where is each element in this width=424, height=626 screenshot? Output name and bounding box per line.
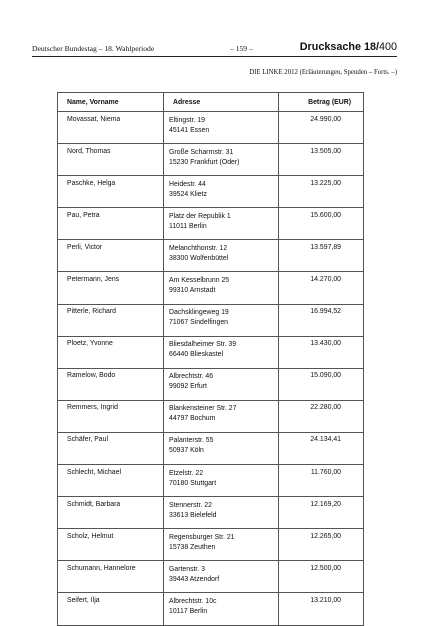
address-city: 39443 Atzendorf — [169, 575, 220, 583]
donation-amount: 15.090,00 — [279, 368, 364, 400]
donor-name: Schmidt, Barbara — [58, 497, 164, 529]
donor-name: Pitterle, Richard — [58, 304, 164, 336]
donation-amount: 13.225,00 — [279, 176, 364, 208]
donation-amount: 15.600,00 — [279, 208, 364, 240]
donation-amount: 13.597,89 — [279, 240, 364, 272]
document-label: Drucksache 18/ — [299, 41, 379, 53]
table-row — [58, 561, 364, 593]
address-city: 71067 Sindelfingen — [169, 319, 229, 327]
donor-address — [164, 593, 279, 625]
table-row — [58, 144, 364, 176]
donor-address — [164, 240, 279, 272]
address-street: Stennerstr. 22 — [169, 501, 212, 509]
address-street: Gartenstr. 3 — [169, 565, 206, 573]
donor-address — [164, 561, 279, 593]
donation-amount: 13.210,00 — [279, 593, 364, 625]
donor-address — [164, 272, 279, 304]
donor-name: Schumann, Hannelore — [58, 561, 164, 593]
table-row — [58, 272, 364, 304]
donor-address — [164, 304, 279, 336]
address-city: 10117 Berlin — [169, 607, 208, 615]
donor-name: Scholz, Helmut — [58, 529, 164, 561]
address-street: Eltingstr. 19 — [169, 116, 206, 124]
donor-address — [164, 432, 279, 464]
donor-address — [164, 176, 279, 208]
donor-address — [164, 465, 279, 497]
address-city: 99310 Arnstadt — [169, 286, 216, 294]
donor-name: Remmers, Ingrid — [58, 400, 164, 432]
address-city: 66440 Blieskastel — [169, 351, 224, 359]
column-header-name: Name, Vorname — [58, 93, 164, 112]
donation-amount: 12.500,00 — [279, 561, 364, 593]
donor-address — [164, 336, 279, 368]
column-header-amount: Betrag (EUR) — [279, 93, 364, 112]
address-city: 70180 Stuttgart — [169, 479, 217, 487]
table-row — [58, 240, 364, 272]
address-city: 15230 Frankfurt (Oder) — [169, 158, 240, 166]
address-street: Albrechtstr. 10c — [169, 597, 217, 605]
address-street: Blankensteiner Str. 27 — [169, 405, 237, 413]
donation-amount: 13.430,00 — [279, 336, 364, 368]
table-row — [58, 465, 364, 497]
table-row — [58, 176, 364, 208]
table-row — [58, 400, 364, 432]
address-street: Melanchthonstr. 12 — [169, 244, 228, 252]
address-street: Große Scharrnstr. 31 — [169, 148, 234, 156]
address-street: Albrechtstr. 46 — [169, 373, 214, 381]
address-city: 44797 Bochum — [169, 415, 216, 423]
page-number: – 159 – — [230, 44, 253, 53]
donor-address — [164, 144, 279, 176]
table-row — [58, 112, 364, 144]
table-row — [58, 208, 364, 240]
address-street: Dachsklingeweg 19 — [169, 309, 229, 317]
address-street: Palanterstr. 55 — [169, 437, 214, 445]
table-body — [58, 112, 364, 626]
donation-amount: 22.280,00 — [279, 400, 364, 432]
donation-amount: 24.990,00 — [279, 112, 364, 144]
page-header — [32, 42, 397, 56]
donor-name: Perli, Victor — [58, 240, 164, 272]
table-row — [58, 497, 364, 529]
address-city: 50937 Köln — [169, 447, 204, 455]
address-city: 99092 Erfurt — [169, 383, 207, 391]
section-subheader: DIE LINKE 2012 (Erläuterungen, Spenden – Forts. –) — [249, 69, 397, 76]
address-street: Etzelstr. 22 — [169, 469, 204, 477]
donor-name: Schäfer, Paul — [58, 432, 164, 464]
donation-amount: 12.265,00 — [279, 529, 364, 561]
donation-amount: 13.505,00 — [279, 144, 364, 176]
header-rule — [32, 56, 397, 57]
donation-amount: 12.169,20 — [279, 497, 364, 529]
address-city: 39524 Klietz — [169, 190, 207, 198]
donation-amount: 16.994,52 — [279, 304, 364, 336]
table-row — [58, 336, 364, 368]
donor-name: Nord, Thomas — [58, 144, 164, 176]
donations-table — [57, 92, 364, 626]
column-header-address: Adresse — [164, 93, 279, 112]
donor-address — [164, 400, 279, 432]
donation-amount: 24.134,41 — [279, 432, 364, 464]
donor-name: Petermann, Jens — [58, 272, 164, 304]
address-street: Platz der Republik 1 — [169, 212, 231, 220]
donor-address — [164, 529, 279, 561]
donor-address — [164, 368, 279, 400]
table-row — [58, 368, 364, 400]
table-row — [58, 593, 364, 625]
document-number-value: 400 — [378, 41, 397, 53]
address-city: 15738 Zeuthen — [169, 543, 216, 551]
donor-name: Seifert, Ilja — [58, 593, 164, 625]
address-city: 33613 Bielefeld — [169, 511, 217, 519]
donor-name: Movassat, Niema — [58, 112, 164, 144]
donor-name: Paschke, Helga — [58, 176, 164, 208]
table-row — [58, 432, 364, 464]
address-street: Regensburger Str. 21 — [169, 533, 235, 541]
address-city: 45141 Essen — [169, 126, 210, 134]
donor-address — [164, 497, 279, 529]
donor-name: Ramelow, Bodo — [58, 368, 164, 400]
donation-amount: 11.760,00 — [279, 465, 364, 497]
address-city: 11011 Berlin — [169, 222, 207, 230]
donor-address — [164, 112, 279, 144]
table-header-row — [58, 93, 364, 112]
donor-address — [164, 208, 279, 240]
table-row — [58, 529, 364, 561]
donor-name: Pau, Petra — [58, 208, 164, 240]
address-street: Am Kesselbrunn 25 — [169, 276, 230, 284]
address-city: 38300 Wolfenbüttel — [169, 254, 229, 262]
donor-name: Ploetz, Yvonne — [58, 336, 164, 368]
donor-name: Schlecht, Michael — [58, 465, 164, 497]
document-number — [300, 41, 397, 53]
table-row — [58, 304, 364, 336]
donation-amount: 14.270,00 — [279, 272, 364, 304]
parliament-label: Deutscher Bundestag – 18. Wahlperiode — [32, 44, 155, 53]
address-street: Heidestr. 44 — [169, 180, 206, 188]
address-street: Bliesdalheimer Str. 39 — [169, 341, 237, 349]
